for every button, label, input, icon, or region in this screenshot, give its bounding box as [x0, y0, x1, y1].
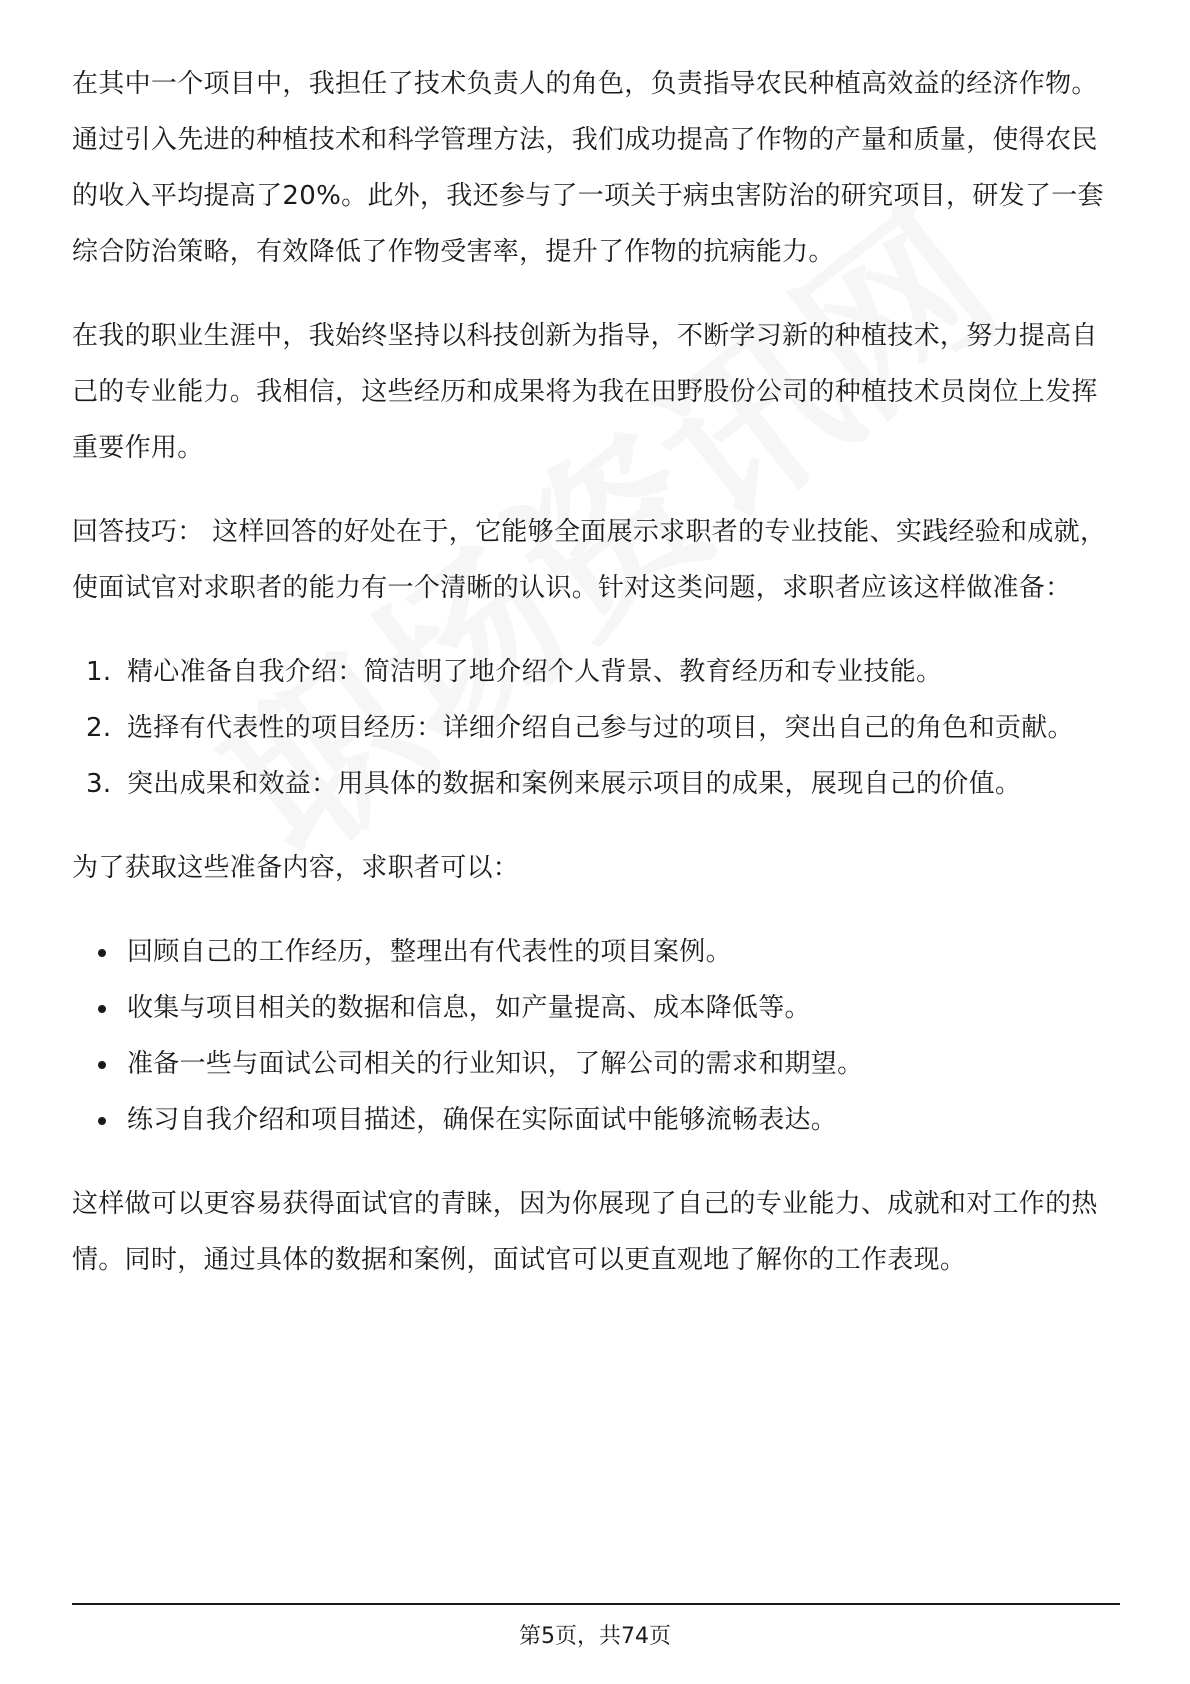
list-number: 3. — [86, 769, 112, 799]
bullet-dot-icon — [98, 1005, 106, 1013]
paragraph-career-summary: 在我的职业生涯中，我始终坚持以科技创新为指导，不断学习新的种植技术，努力提高自己的专业能力。我相信，这些经历和成果将为我在田野股份公司的种植技术员岗位上发挥重要作用。 — [72, 321, 1098, 463]
paragraph-how-to-obtain: 为了获取这些准备内容，求职者可以： — [72, 853, 520, 883]
bullet-dot-icon — [98, 1061, 106, 1069]
footer-divider — [72, 1603, 1120, 1605]
list-number: 2. — [86, 713, 112, 743]
list-number: 1. — [86, 657, 112, 687]
document-body — [72, 56, 1120, 1316]
preparation-bullet-list — [72, 924, 1120, 1148]
list-item — [72, 1036, 1120, 1092]
list-item-text: 精心准备自我介绍：简洁明了地介绍个人背景、教育经历和专业技能。 — [127, 657, 943, 687]
list-item — [72, 980, 1120, 1036]
list-item — [72, 924, 1120, 980]
preparation-numbered-list — [72, 644, 1120, 812]
list-item-text: 回顾自己的工作经历，整理出有代表性的项目案例。 — [127, 937, 732, 967]
list-item — [72, 700, 1120, 756]
bullet-dot-icon — [98, 1117, 106, 1125]
list-item-text: 收集与项目相关的数据和信息，如产量提高、成本降低等。 — [127, 993, 811, 1023]
bullet-dot-icon — [98, 949, 106, 957]
list-item-text: 练习自我介绍和项目描述，确保在实际面试中能够流畅表达。 — [127, 1105, 838, 1135]
page-number: 第5页，共74页 — [519, 1624, 671, 1649]
list-item — [72, 1092, 1120, 1148]
paragraph-conclusion: 这样做可以更容易获得面试官的青睐，因为你展现了自己的专业能力、成就和对工作的热情。同时，通过具体的数据和案例，面试官可以更直观地了解你的工作表现。 — [72, 1189, 1098, 1275]
list-item — [72, 644, 1120, 700]
list-item-text: 突出成果和效益：用具体的数据和案例来展示项目的成果，展现自己的价值。 — [127, 769, 1022, 799]
list-item — [72, 756, 1120, 812]
list-item-text: 准备一些与面试公司相关的行业知识，了解公司的需求和期望。 — [127, 1049, 864, 1079]
paragraph-answer-tips: 回答技巧： 这样回答的好处在于，它能够全面展示求职者的专业技能、实践经验和成就，使面试官对求职者的能力有一个清晰的认识。针对这类问题，求职者应该这样做准备： — [72, 517, 1107, 603]
list-item-text: 选择有代表性的项目经历：详细介绍自己参与过的项目，突出自己的角色和贡献。 — [127, 713, 1074, 743]
paragraph-project-experience: 在其中一个项目中，我担任了技术负责人的角色，负责指导农民种植高效益的经济作物。通过引入先进的种植技术和科学管理方法，我们成功提高了作物的产量和质量，使得农民的收入平均提高了20%。此外，我还参与了一项关于病虫害防治的研究项目，研发了一套综合防治策略，有效降低了作物受害率，提升了作物的抗病能力。 — [72, 69, 1104, 267]
